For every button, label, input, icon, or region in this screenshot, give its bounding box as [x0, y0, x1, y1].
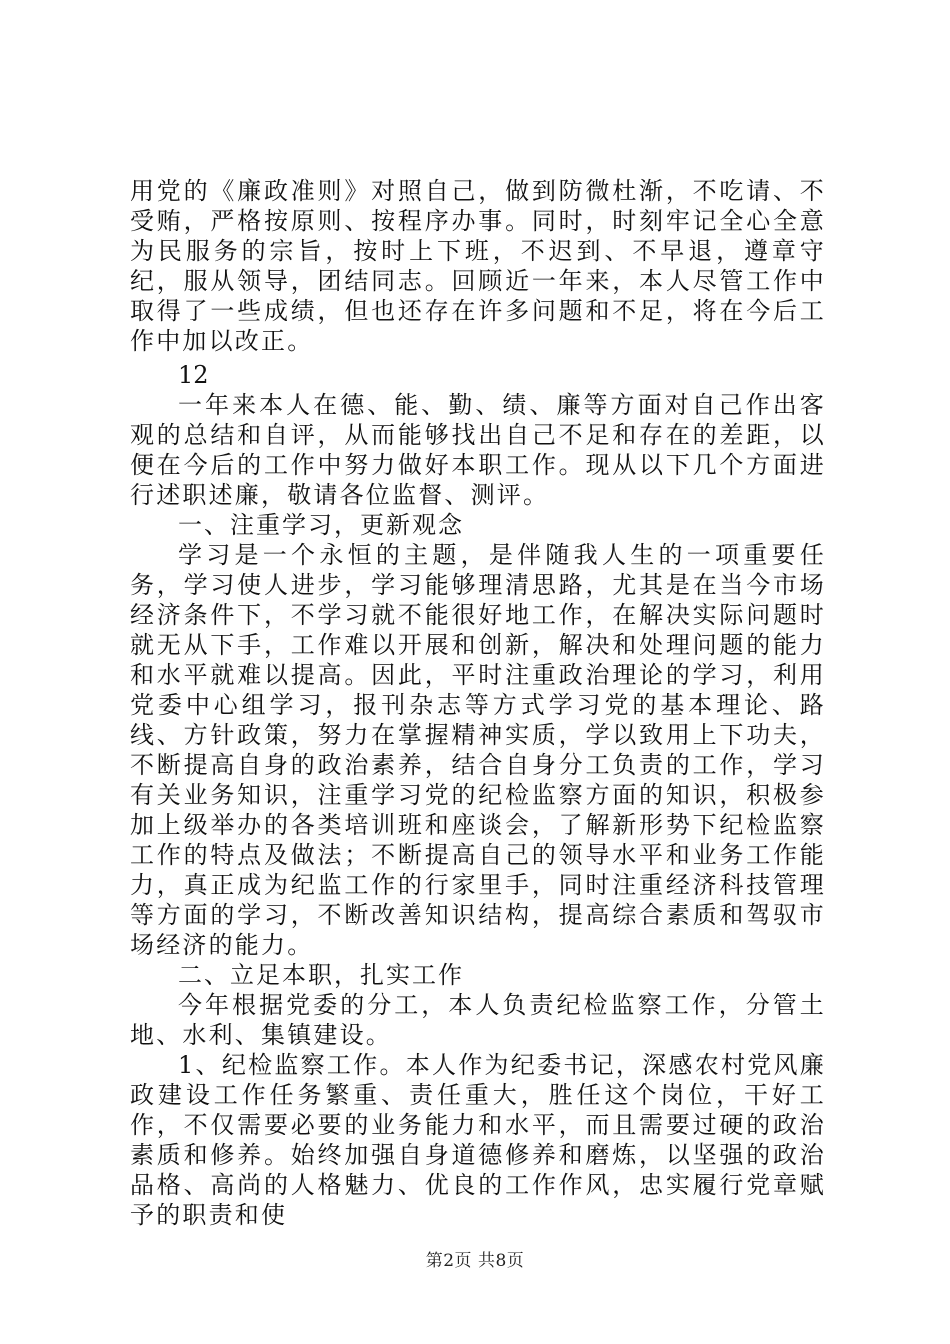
study-paragraph: 学习是一个永恒的主题，是伴随我人生的一项重要任务，学习使人进步，学习能够理清思路，尤其是在当今市场经济条件下，不学习就不能很好地工作，在解决实际问题时就无从下手，工作难以开展和创新，解决和处理问题的能力和水平就难以提高。因此，平时注重政治理论的学习，利用党委中心组学习，报刊杂志等方式学习党的基本理论、路线、方针政策，努力在掌握精神实质，学以致用上下功夫，不断提高自身的政治素养，结合自身分工负责的工作，学习有关业务知识，注重学习党的纪检监察方面的知识，积极参加上级举办的各类培训班和座谈会，了解新形势下纪检监察工作的特点及做法；不断提高自己的领导水平和业务工作能力，真正成为纪监工作的行家里手，同时注重经济科技管理等方面的学习，不断改善知识结构，提高综合素质和驾驭市场经济的能力。 — [130, 541, 826, 959]
continuation-block — [130, 176, 826, 356]
intro-paragraph: 一年来本人在德、能、勤、绩、廉等方面对自己作出客观的总结和自评，从而能够找出自己不足和存在的差距，以便在今后的工作中努力做好本职工作。现从以下几个方面进行述职述廉，敬请各位监督、测评。 — [130, 391, 826, 509]
continuation-paragraph: 用党的《廉政准则》对照自己，做到防微杜渐，不吃请、不受贿，严格按原则、按程序办事。同时，时刻牢记全心全意为民服务的宗旨，按时上下班，不迟到、不早退，遵章守纪，服从领导，团结同志。回顾近一年来，本人尽管工作中取得了一些成绩，但也还存在许多问题和不足，将在今后工作中加以改正。 — [130, 177, 826, 355]
heading-study: 一、注重学习，更新观念 — [178, 511, 464, 539]
page-footer: 第2页 共8页 — [425, 1251, 525, 1271]
section-number: 12 — [178, 361, 209, 389]
main-body — [130, 360, 826, 1230]
item-discipline-inspection: 1、纪检监察工作。本人作为纪委书记，深感农村党风廉政建设工作任务繁重、责任重大，胜任这个岗位，干好工作，不仅需要必要的业务能力和水平，而且需要过硬的政治素质和修养。始终加强自身道德修养和磨炼，以坚强的政治品格、高尚的人格魅力、优良的工作作风，忠实履行党章赋予的职责和使 — [130, 1051, 826, 1229]
duty-paragraph: 今年根据党委的分工，本人负责纪检监察工作，分管土地、水利、集镇建设。 — [130, 991, 826, 1049]
heading-duty: 二、立足本职，扎实工作 — [178, 961, 464, 989]
